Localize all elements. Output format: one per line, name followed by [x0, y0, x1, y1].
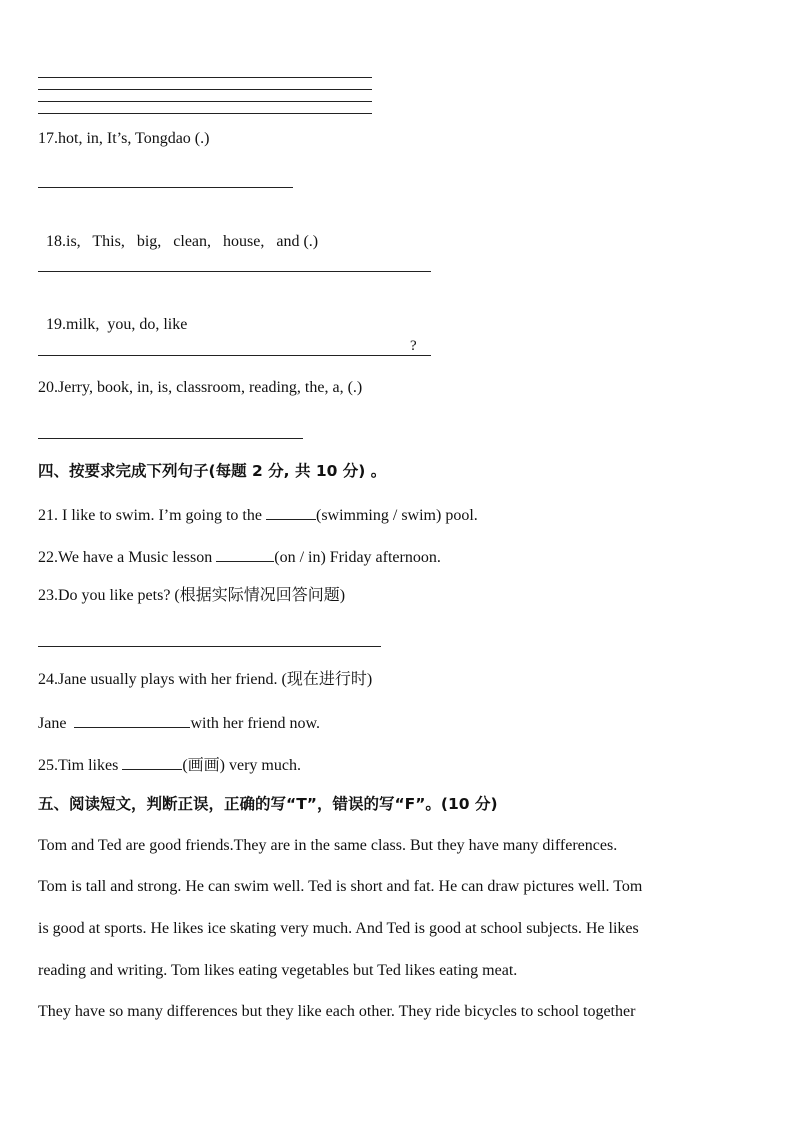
answer-line-20[interactable]: [38, 438, 303, 439]
answer-line-18[interactable]: [38, 271, 431, 272]
passage-line-3: is good at sports. He likes ice skating very much. And Ted is good at school subjects. He likes: [38, 920, 639, 937]
question-17: 17.hot, in, It’s, Tongdao (.): [38, 130, 210, 147]
passage-line-4: reading and writing. Tom likes eating vegetables but Ted likes eating meat.: [38, 962, 518, 979]
section-5-heading: 五、阅读短文，判断正误，正确的写“T”，错误的写“F”。(10 分): [38, 795, 498, 813]
question-19-end-mark: ?: [410, 338, 417, 354]
question-24-answer: Jane with her friend now.: [38, 711, 320, 734]
passage-line-5: They have so many differences but they like each other. They ride bicycles to school together: [38, 1003, 636, 1020]
question-22: 22.We have a Music lesson (on / in) Friday afternoon.: [38, 545, 441, 568]
question-24: 24.Jane usually plays with her friend. (现在进行时): [38, 671, 373, 688]
blank-21[interactable]: [266, 503, 316, 520]
passage-line-1: Tom and Ted are good friends.They are in the same class. But they have many differences.: [38, 837, 618, 854]
question-19: 19.milk, you, do, like: [46, 316, 188, 333]
writing-line-1: [38, 77, 372, 78]
answer-line-17[interactable]: [38, 187, 293, 188]
question-23: 23.Do you like pets? (根据实际情况回答问题): [38, 587, 346, 604]
question-25: 25.Tim likes (画画) very much.: [38, 753, 301, 776]
question-18: 18.is, This, big, clean, house, and (.): [46, 233, 319, 250]
answer-line-23[interactable]: [38, 646, 381, 647]
writing-line-4: [38, 113, 372, 114]
writing-line-2: [38, 89, 372, 90]
writing-line-3: [38, 101, 372, 102]
question-20: 20.Jerry, book, in, is, classroom, reading, the, a, (.): [38, 379, 363, 396]
passage-line-2: Tom is tall and strong. He can swim well. Ted is short and fat. He can draw pictures well. Tom: [38, 878, 643, 895]
answer-line-19[interactable]: [38, 355, 431, 356]
question-21: 21. I like to swim. I’m going to the (swimming / swim) pool.: [38, 503, 478, 526]
blank-24[interactable]: [74, 711, 190, 728]
blank-25[interactable]: [122, 753, 182, 770]
blank-22[interactable]: [216, 545, 274, 562]
section-4-heading: 四、按要求完成下列句子(每题 2 分, 共 10 分) 。: [38, 462, 387, 480]
